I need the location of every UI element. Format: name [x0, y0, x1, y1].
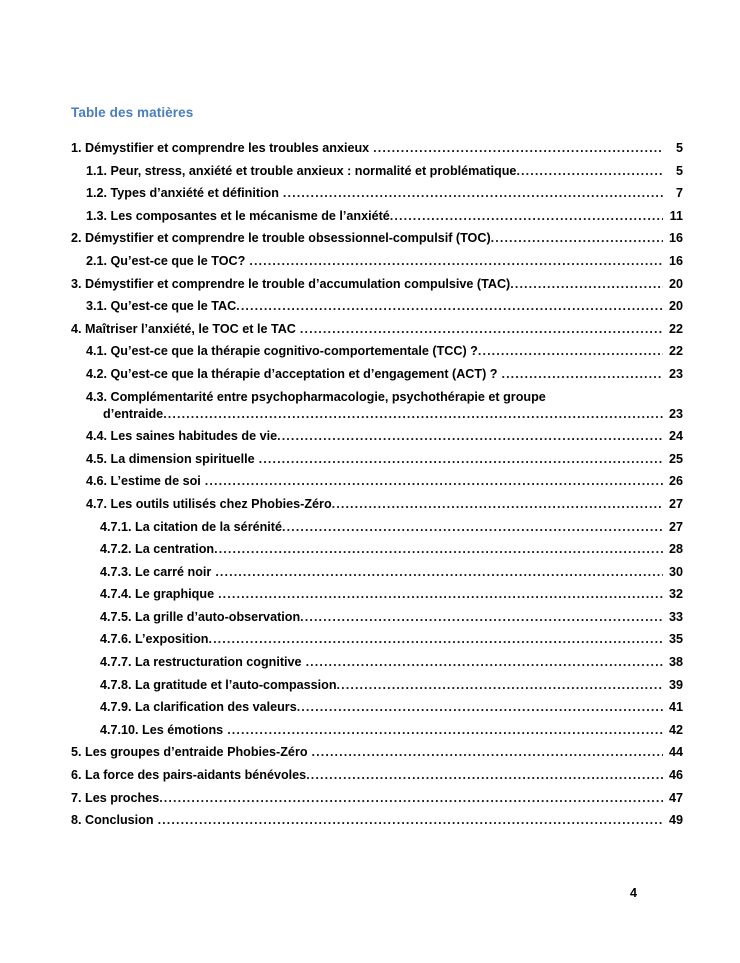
toc-entry-label: 7. Les proches — [71, 790, 160, 805]
toc-dot-leader — [163, 408, 663, 423]
toc-entry[interactable] — [71, 677, 683, 694]
toc-entry-label: 4.3. Complémentarité entre psychopharmacologie, psychothérapie et groupe — [86, 389, 546, 404]
toc-dot-leader — [158, 814, 663, 829]
toc-dot-leader — [312, 746, 663, 761]
toc-page-number: 25 — [668, 451, 683, 466]
toc-dot-leader — [208, 633, 663, 648]
toc-page-number: 16 — [668, 231, 683, 246]
toc-page-number: 27 — [668, 496, 683, 511]
toc-dot-leader — [236, 300, 663, 315]
toc-entry-label: 4.5. La dimension spirituelle — [86, 451, 255, 466]
toc-entry-label: 4.7.5. La grille d’auto-observation — [100, 609, 301, 624]
toc-dot-leader — [501, 368, 663, 383]
toc-dot-leader — [159, 792, 663, 807]
toc-page-number: 49 — [668, 813, 683, 828]
toc-entry-label: 4.6. L’estime de soi — [86, 474, 201, 489]
toc-entry-label: 4.7.4. Le graphique — [100, 587, 215, 602]
toc-entry[interactable] — [71, 321, 683, 338]
toc-page-number: 32 — [668, 587, 683, 602]
toc-page-number: 23 — [668, 406, 683, 421]
toc-entry[interactable] — [71, 366, 683, 383]
toc-entry[interactable] — [71, 253, 683, 270]
toc-entry[interactable] — [71, 230, 683, 247]
toc-dot-leader — [277, 430, 663, 445]
toc-entry-label: 4.7.8. La gratitude et l’auto-compassion — [100, 677, 337, 692]
toc-entry-label-continued: d’entraide — [103, 406, 164, 421]
toc-page-number: 47 — [668, 790, 683, 805]
toc-entry-label: 5. Les groupes d’entraide Phobies-Zéro — [71, 745, 308, 760]
toc-entry[interactable] — [71, 208, 683, 225]
toc-entry[interactable] — [71, 428, 683, 445]
toc-entry[interactable] — [71, 767, 683, 784]
toc-entry-label: 3.1. Qu’est-ce que le TAC — [86, 299, 237, 314]
toc-page-number: 20 — [668, 299, 683, 314]
toc-dot-leader — [205, 475, 663, 490]
toc-dot-leader — [249, 255, 663, 270]
toc-page-number: 46 — [668, 768, 683, 783]
toc-dot-leader — [306, 656, 663, 671]
toc-page-number: 23 — [668, 366, 683, 381]
toc-entry[interactable] — [71, 276, 683, 293]
toc-page-number: 20 — [668, 276, 683, 291]
toc-entry-label: 6. La force des pairs-aidants bénévoles — [71, 768, 307, 783]
toc-page-number: 24 — [668, 429, 683, 444]
toc-entry[interactable] — [71, 654, 683, 671]
page-title: Table des matières — [71, 105, 194, 120]
toc-page-number: 38 — [668, 655, 683, 670]
toc-dot-leader — [214, 543, 663, 558]
toc-entry[interactable] — [71, 541, 683, 558]
toc-page-number: 41 — [668, 700, 683, 715]
toc-entry[interactable] — [71, 519, 683, 536]
toc-dot-leader — [300, 323, 663, 338]
toc-entry-label: 4. Maîtriser l’anxiété, le TOC et le TAC — [71, 321, 296, 336]
toc-entry[interactable] — [71, 473, 683, 490]
toc-entry-label: 4.7.9. La clarification des valeurs — [100, 700, 297, 715]
toc-entry[interactable] — [71, 163, 683, 180]
toc-entry-label: 4.7.2. La centration — [100, 542, 215, 557]
toc-dot-leader — [516, 165, 663, 180]
toc-entry-label: 4.7.3. Le carré noir — [100, 564, 212, 579]
toc-dot-leader — [390, 210, 663, 225]
toc-entry[interactable] — [71, 343, 683, 360]
toc-entry-label: 4.7.6. L’exposition — [100, 632, 209, 647]
toc-dot-leader — [478, 345, 663, 360]
toc-page-number: 5 — [675, 163, 683, 178]
toc-page-number: 11 — [669, 208, 683, 223]
toc-entry[interactable] — [71, 496, 683, 513]
toc-entry-label: 2. Démystifier et comprendre le trouble obsessionnel-compulsif (TOC) — [71, 231, 491, 246]
toc-entry[interactable] — [71, 744, 683, 761]
toc-entry[interactable] — [71, 451, 683, 468]
toc-entry-label: 4.7.1. La citation de la sérénité — [100, 519, 282, 534]
toc-entry[interactable] — [71, 389, 683, 423]
toc-entry[interactable] — [71, 185, 683, 202]
toc-entry[interactable] — [71, 790, 683, 807]
toc-page-number: 30 — [668, 564, 683, 579]
toc-dot-leader — [510, 278, 663, 293]
page-number: 4 — [630, 886, 638, 900]
toc-page-number: 16 — [668, 253, 683, 268]
toc-page-number: 42 — [668, 722, 683, 737]
toc-dot-leader — [227, 724, 663, 739]
toc-dot-leader — [218, 588, 663, 603]
toc-entry-label: 4.1. Qu’est-ce que la thérapie cognitivo-comportementale (TCC) ? — [86, 344, 478, 359]
toc-page-number: 26 — [668, 474, 683, 489]
toc-dot-leader — [300, 611, 663, 626]
toc-page-number: 22 — [668, 344, 683, 359]
toc-entry[interactable] — [71, 812, 683, 829]
toc-entry-label: 8. Conclusion — [71, 813, 154, 828]
toc-entry-label: 1. Démystifier et comprendre les troubles anxieux — [71, 141, 370, 155]
toc-page-number: 22 — [668, 321, 683, 336]
toc-entry-label: 3. Démystifier et comprendre le trouble d’accumulation compulsive (TAC) — [71, 276, 511, 291]
toc-dot-leader — [283, 187, 663, 202]
toc-entry[interactable] — [71, 140, 683, 157]
toc-dot-leader — [337, 679, 663, 694]
toc-entry-label: 4.7. Les outils utilisés chez Phobies-Zéro — [86, 496, 332, 511]
toc-page-number: 27 — [668, 519, 683, 534]
toc-page-number: 7 — [675, 186, 683, 201]
toc-dot-leader — [332, 498, 663, 513]
toc-page-number: 33 — [668, 609, 683, 624]
toc-entry[interactable] — [71, 609, 683, 626]
toc-entry[interactable] — [71, 564, 683, 581]
toc-dot-leader — [491, 232, 663, 247]
toc-entry-label: 1.1. Peur, stress, anxiété et trouble anxieux : normalité et problématique — [86, 163, 517, 178]
toc-dot-leader — [373, 142, 663, 157]
toc-entry-label: 4.2. Qu’est-ce que la thérapie d’acceptation et d’engagement (ACT) ? — [86, 366, 498, 381]
toc-page-number: 44 — [668, 745, 683, 760]
toc-entry-label: 1.2. Types d’anxiété et définition — [86, 186, 279, 201]
toc-entry[interactable] — [71, 699, 683, 716]
toc-dot-leader — [306, 769, 663, 784]
toc-entry-label: 2.1. Qu’est-ce que le TOC? — [86, 253, 246, 268]
toc-entry[interactable] — [71, 298, 683, 315]
toc-page-number: 35 — [668, 632, 683, 647]
toc-page-number: 5 — [675, 141, 683, 155]
toc-entry-label: 1.3. Les composantes et le mécanisme de l’anxiété — [86, 208, 390, 223]
toc-dot-leader — [259, 453, 663, 468]
toc-page-number: 39 — [668, 677, 683, 692]
toc-dot-leader — [297, 701, 663, 716]
toc-entry[interactable] — [71, 631, 683, 648]
toc-entry-label: 4.4. Les saines habitudes de vie — [86, 429, 278, 444]
toc-entry-label: 4.7.7. La restructuration cognitive — [100, 655, 302, 670]
toc-entry-label: 4.7.10. Les émotions — [100, 722, 224, 737]
toc-entry[interactable] — [71, 722, 683, 739]
toc-dot-leader — [282, 521, 663, 536]
toc-entry[interactable] — [71, 586, 683, 603]
toc-dot-leader — [215, 566, 663, 581]
toc-page-number: 28 — [668, 542, 683, 557]
table-of-contents-list — [71, 140, 683, 835]
